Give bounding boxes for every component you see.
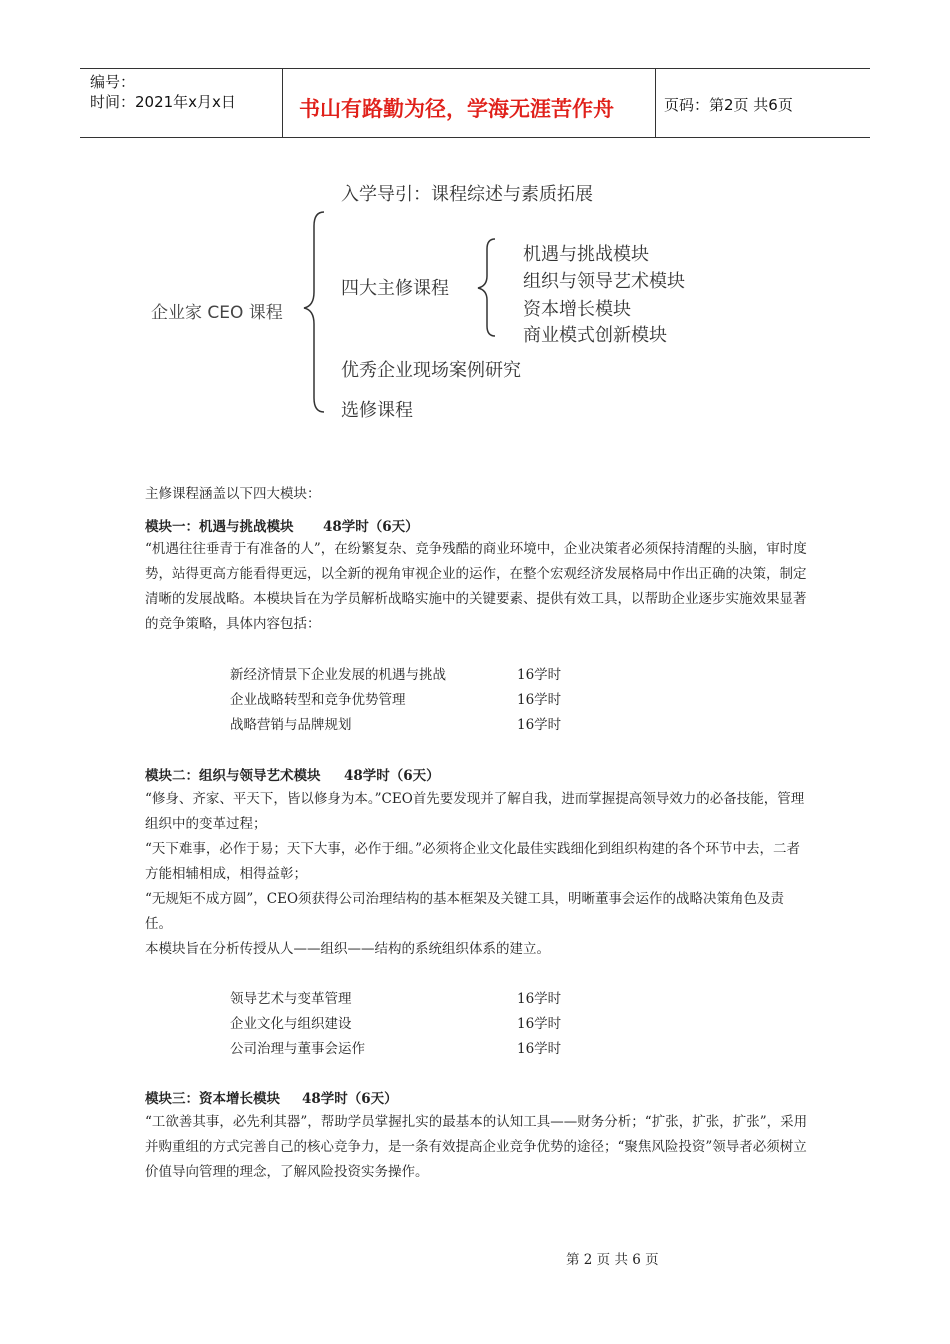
branch-elective: 选修课程	[341, 400, 413, 421]
header-number-label: 编号：	[90, 73, 136, 91]
course-name: 领导艺术与变革管理	[230, 991, 352, 1007]
course-name: 公司治理与董事会运作	[230, 1041, 365, 1057]
module2-hours: 48学时（6天）	[344, 768, 440, 784]
course-hours: 16学时	[517, 692, 562, 708]
diagram-root: 企业家 CEO 课程	[151, 303, 283, 323]
course-name: 战略营销与品牌规划	[230, 717, 352, 733]
paragraph: 本模块旨在分析传授从人——组织——结构的系统组织体系的建立。	[145, 941, 550, 957]
header-date-label: 时间：2021年x月x日	[90, 93, 236, 111]
module2-title: 模块二：组织与领导艺术模块	[145, 768, 321, 784]
module2-description	[145, 787, 810, 962]
paragraph: “天下难事，必作于易；天下大事，必作于细。”必须将企业文化最佳实践细化到组织构建的各个环节中去，二者方能相辅相成，相得益彰；	[145, 841, 801, 882]
course-hours: 16学时	[517, 1041, 562, 1057]
course-name: 企业文化与组织建设	[230, 1016, 352, 1032]
bracket-lines	[0, 0, 950, 460]
paragraph: “工欲善其事，必先利其器”，帮助学员掌握扎实的最基本的认知工具——财务分析；“扩张，扩张，扩张”，采用并购重组的方式完善自己的核心竞争力，是一条有效提高企业竞争优势的途径；“聚焦风险投资”领导者必须树立价值导向管理的理念，了解风险投资实务操作。	[145, 1114, 808, 1180]
main-brace	[304, 212, 324, 412]
module3-hours: 48学时（6天）	[302, 1091, 398, 1107]
module1-hours: 48学时（6天）	[323, 519, 419, 535]
module3-description	[145, 1110, 810, 1185]
paragraph: “修身、齐家、平天下，皆以修身为本。”CEO首先要发现并了解自我，进而掌握提高领导效力的必备技能，管理组织中的变革过程；	[145, 791, 805, 832]
paragraph: “无规矩不成方圆”，CEO须获得公司治理结构的基本框架及关键工具，明晰董事会运作的战略决策角色及责任。	[145, 891, 785, 932]
course-hours: 16学时	[517, 991, 562, 1007]
sub-item: 资本增长模块	[523, 299, 631, 320]
sub-brace	[478, 239, 495, 336]
sub-item: 商业模式创新模块	[523, 325, 667, 346]
module3-title: 模块三：资本增长模块	[145, 1091, 280, 1107]
course-hours: 16学时	[517, 717, 562, 733]
course-name: 企业战略转型和竞争优势管理	[230, 692, 406, 708]
sub-item: 机遇与挑战模块	[523, 244, 649, 265]
header-page-label: 页码：第2页 共6页	[664, 96, 793, 114]
sub-item: 组织与领导艺术模块	[523, 271, 685, 292]
course-name: 新经济情景下企业发展的机遇与挑战	[230, 667, 446, 683]
course-hours: 16学时	[517, 667, 562, 683]
paragraph: “机遇往往垂青于有准备的人”，在纷繁复杂、竞争残酷的商业环境中，企业决策者必须保持清醒的头脑，审时度势，站得更高方能看得更远，以全新的视角审视企业的运作，在整个宏观经济发展格局中作出正确的决策，制定清晰的发展战略。本模块旨在为学员解析战略实施中的关键要素、提供有效工具，以帮助企业逐步实施效果显著的竞争策略，具体内容包括：	[145, 541, 807, 632]
page-footer: 第 2 页 共 6 页	[566, 1252, 659, 1268]
course-hours: 16学时	[517, 1016, 562, 1032]
module1-description	[145, 537, 810, 637]
branch-main: 四大主修课程	[341, 278, 449, 299]
branch-intro: 入学导引：课程综述与素质拓展	[341, 184, 593, 205]
header-motto: 书山有路勤为径，学海无涯苦作舟	[299, 97, 614, 121]
intro-line: 主修课程涵盖以下四大模块：	[145, 486, 321, 502]
branch-case: 优秀企业现场案例研究	[341, 360, 521, 381]
module1-title: 模块一：机遇与挑战模块	[145, 519, 294, 535]
